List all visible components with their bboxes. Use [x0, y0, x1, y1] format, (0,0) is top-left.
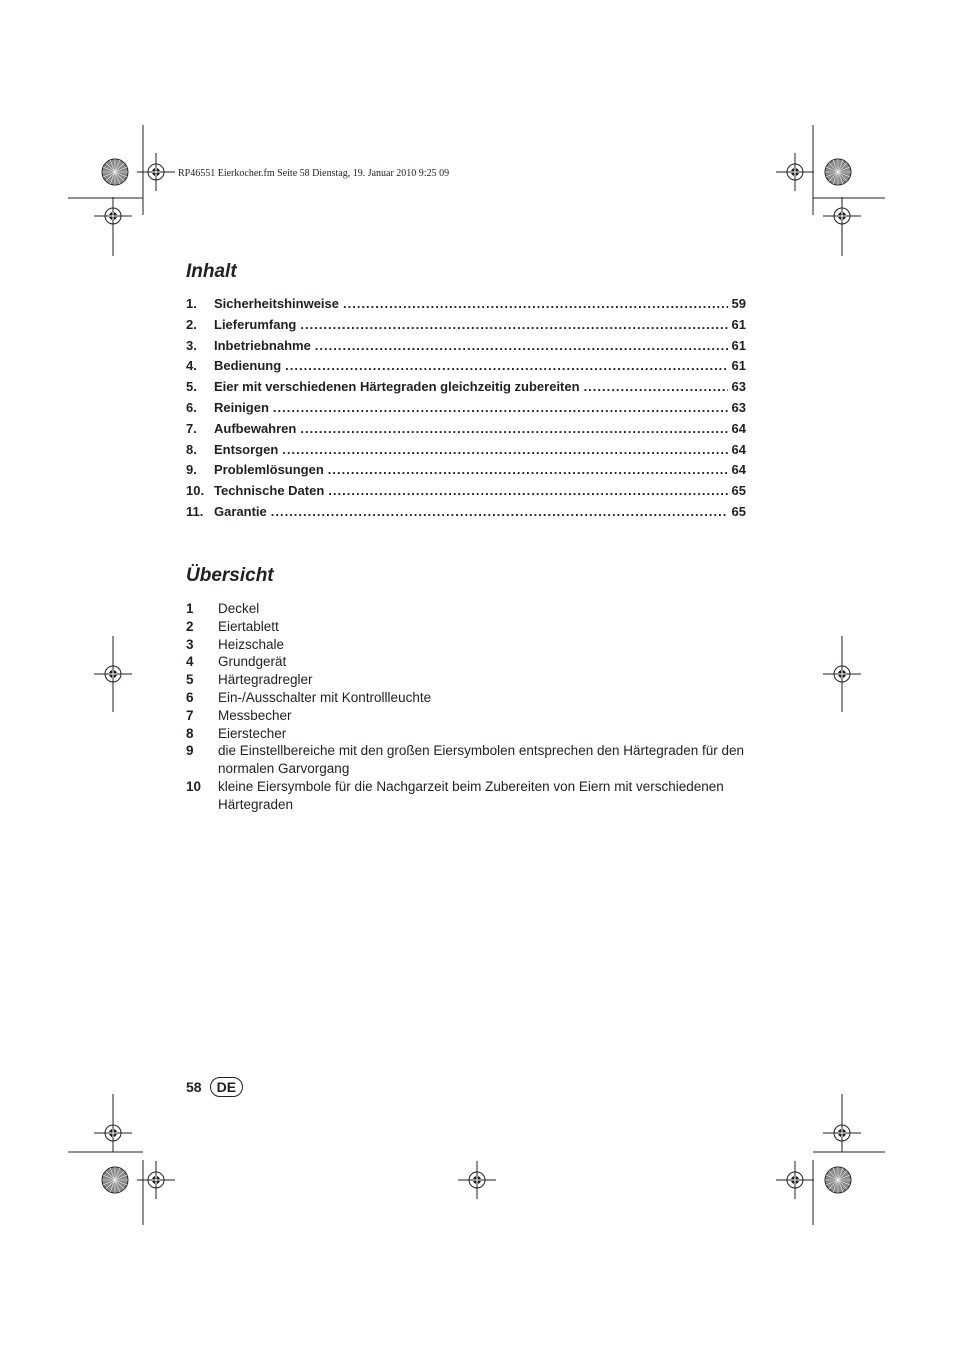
toc-leader-dots — [300, 421, 727, 436]
toc-entry-page: 63 — [731, 379, 746, 395]
toc-leader-dots — [584, 379, 728, 394]
toc-entry[interactable] — [186, 379, 746, 400]
toc-entry-page: 59 — [731, 296, 746, 311]
toc-entry-number: 6. — [186, 399, 197, 415]
toc-entry-page: 63 — [731, 399, 746, 415]
toc-entry-page: 61 — [731, 316, 746, 332]
toc-entry[interactable] — [186, 296, 746, 317]
overview-title: Übersicht — [186, 565, 274, 586]
toc-entry[interactable] — [186, 421, 746, 442]
page-footer — [186, 1077, 243, 1097]
overview-item-text: Grundgerät — [218, 654, 287, 670]
color-target-icon — [102, 159, 128, 185]
registration-mark-icon — [94, 197, 132, 235]
registration-mark-icon — [94, 1114, 132, 1152]
color-target-icon — [102, 1167, 128, 1193]
overview-item — [186, 689, 756, 707]
toc-entry-label: Lieferumfang — [214, 316, 297, 332]
toc-entry-number: 10. — [186, 483, 205, 499]
registration-mark-icon — [776, 1161, 814, 1199]
overview-item-number: 1 — [186, 601, 194, 616]
overview-item-number: 2 — [186, 618, 194, 634]
registration-mark-icon — [94, 655, 132, 693]
overview-item-number: 4 — [186, 654, 194, 670]
toc-entry-label: Problemlösungen — [214, 462, 324, 478]
overview-item-text: Deckel — [218, 601, 260, 616]
toc-entry[interactable] — [186, 483, 746, 504]
toc-entry-number: 5. — [186, 379, 197, 395]
toc-entry-number: 2. — [186, 316, 197, 332]
language-badge: DE — [210, 1077, 243, 1097]
overview-item-number: 8 — [186, 725, 194, 741]
toc-entry-page: 61 — [731, 337, 746, 353]
overview-item-number: 10 — [186, 778, 202, 794]
registration-mark-icon — [823, 655, 861, 693]
overview-item-number: 7 — [186, 707, 194, 723]
toc-entry-number: 9. — [186, 462, 197, 478]
overview-item-text: die Einstellbereiche mit den großen Eiersymbolen entsprechen den Härtegraden für den normalen Garvorgang — [218, 743, 745, 777]
toc-entry-label: Technische Daten — [214, 483, 325, 499]
overview-item — [186, 653, 756, 671]
registration-mark-icon — [823, 1114, 861, 1152]
toc-entry-label: Aufbewahren — [214, 420, 297, 436]
toc-leader-dots — [343, 296, 728, 311]
toc-entry-page: 64 — [731, 420, 746, 436]
overview-list — [186, 600, 756, 814]
overview-item-number: 3 — [186, 636, 194, 652]
overview-item — [186, 600, 756, 618]
overview-item-text: Heizschale — [218, 636, 285, 652]
overview-item — [186, 742, 756, 778]
overview-item-text: Eierstecher — [218, 725, 287, 741]
overview-item-number: 6 — [186, 689, 194, 705]
toc-entry-label: Entsorgen — [214, 441, 279, 457]
overview-item-text: Härtegradregler — [218, 672, 313, 688]
toc-leader-dots — [328, 483, 727, 498]
registration-mark-icon — [137, 1161, 175, 1199]
registration-mark-icon — [137, 153, 175, 191]
table-of-contents — [186, 296, 746, 525]
toc-entry-label: Reinigen — [214, 399, 269, 415]
toc-entry-page: 64 — [731, 462, 746, 478]
toc-entry-label: Garantie — [214, 503, 267, 519]
registration-mark-icon — [776, 153, 814, 191]
toc-entry-number: 1. — [186, 296, 197, 311]
toc-entry-page: 65 — [731, 503, 746, 519]
toc-leader-dots — [328, 462, 728, 477]
toc-entry-label: Bedienung — [214, 358, 282, 374]
file-info-line: RP46551 Eierkocher.fm Seite 58 Dienstag, 19. Januar 2010 9:25 09 — [178, 168, 450, 179]
registration-mark-icon — [458, 1161, 496, 1199]
overview-item — [186, 618, 756, 636]
overview-item — [186, 636, 756, 654]
toc-entry-label: Inbetriebnahme — [214, 337, 311, 353]
toc-leader-dots — [271, 504, 728, 519]
toc-entry-page: 64 — [731, 441, 746, 457]
overview-item-text: kleine Eiersymbole für die Nachgarzeit beim Zubereiten von Eiern mit verschiedenen Härtegraden — [218, 778, 724, 812]
toc-entry-number: 8. — [186, 441, 197, 457]
overview-item — [186, 778, 756, 814]
toc-leader-dots — [273, 400, 728, 415]
toc-entry[interactable] — [186, 317, 746, 338]
toc-entry[interactable] — [186, 338, 746, 359]
overview-item-text: Eiertablett — [218, 618, 279, 634]
toc-entry-number: 3. — [186, 337, 197, 353]
overview-item-text: Ein-/Ausschalter mit Kontrollleuchte — [218, 689, 432, 705]
toc-entry-number: 4. — [186, 358, 197, 374]
toc-entry[interactable] — [186, 462, 746, 483]
toc-leader-dots — [282, 442, 727, 457]
toc-entry-label: Eier mit verschiedenen Härtegraden gleichzeitig zubereiten — [214, 379, 580, 395]
toc-leader-dots — [300, 317, 727, 332]
overview-item — [186, 707, 756, 725]
toc-entry-number: 7. — [186, 420, 197, 436]
toc-entry-number: 11. — [186, 503, 204, 519]
overview-item-number: 9 — [186, 743, 194, 759]
overview-item — [186, 725, 756, 743]
overview-item-text: Messbecher — [218, 707, 292, 723]
color-target-icon — [825, 159, 851, 185]
toc-entry-label: Sicherheitshinweise — [214, 296, 339, 311]
toc-entry-page: 61 — [731, 358, 746, 374]
overview-item — [186, 671, 756, 689]
page-number: 58 — [186, 1079, 202, 1095]
toc-entry-page: 65 — [731, 483, 746, 499]
overview-item-number: 5 — [186, 672, 194, 688]
color-target-icon — [825, 1167, 851, 1193]
toc-title: Inhalt — [186, 261, 237, 282]
toc-entry[interactable] — [186, 400, 746, 421]
toc-entry[interactable] — [186, 442, 746, 463]
toc-entry[interactable] — [186, 358, 746, 379]
toc-entry[interactable] — [186, 504, 746, 525]
toc-leader-dots — [315, 338, 728, 353]
registration-mark-icon — [823, 197, 861, 235]
toc-leader-dots — [285, 358, 727, 373]
